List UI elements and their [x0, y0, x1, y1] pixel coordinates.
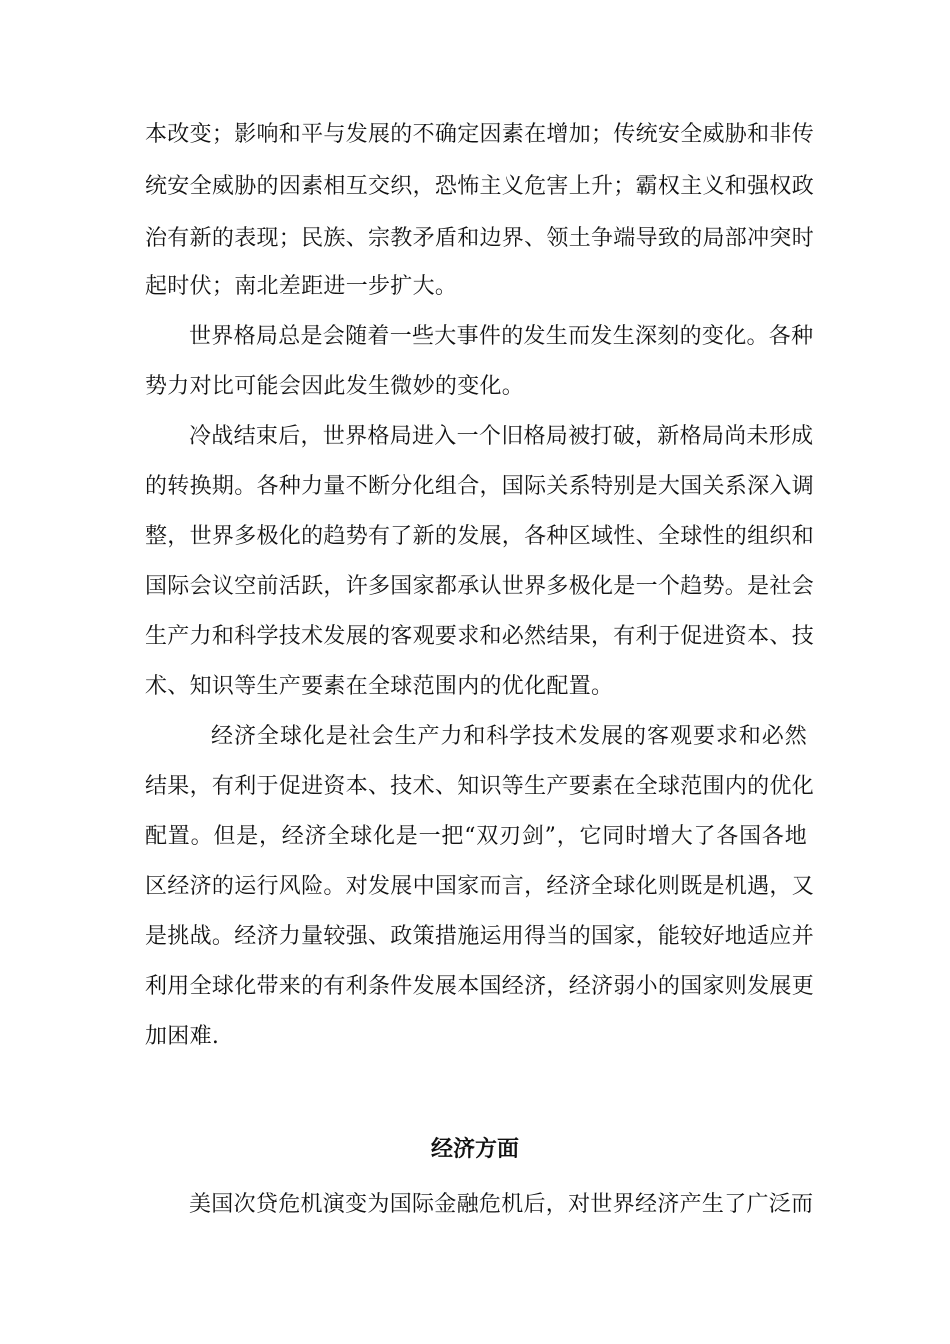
paragraph-1-line: 治有新的表现；民族、宗教矛盾和边界、领土争端导致的局部冲突时: [145, 226, 815, 251]
paragraph-4-line: 区经济的运行风险。对发展中国家而言，经济全球化则既是机遇，又: [145, 874, 815, 899]
paragraph-2-line: 势力对比可能会因此发生微妙的变化。: [145, 374, 525, 399]
paragraph-4-line: 是挑战。经济力量较强、政策措施运用得当的国家，能较好地适应并: [145, 924, 815, 949]
paragraph-3-line: 国际会议空前活跃，许多国家都承认世界多极化是一个趋势。是社会: [145, 574, 815, 599]
paragraph-4-line: 经济全球化是社会生产力和科学技术发展的客观要求和必然: [211, 724, 807, 749]
paragraph-4-line: 配置。但是，经济全球化是一把“双刃剑”，它同时增大了各国各地: [145, 824, 807, 849]
paragraph-3-line: 术、知识等生产要素在全球范围内的优化配置。: [145, 674, 614, 699]
paragraph-4-line: 加困难.: [145, 1024, 220, 1049]
paragraph-5-line: 美国次贷危机演变为国际金融危机后，对世界经济产生了广泛而: [189, 1192, 814, 1217]
section-heading: 经济方面: [430, 1137, 519, 1162]
paragraph-3-line: 整，世界多极化的趋势有了新的发展，各种区域性、全球性的组织和: [145, 524, 815, 549]
paragraph-1-line: 起时伏；南北差距进一步扩大。: [145, 274, 458, 299]
paragraph-4-line: 利用全球化带来的有利条件发展本国经济，经济弱小的国家则发展更: [145, 974, 815, 999]
paragraph-1-line: 统安全威胁的因素相互交织，恐怖主义危害上升；霸权主义和强权政: [145, 174, 815, 199]
paragraph-3-line: 生产力和科学技术发展的客观要求和必然结果，有利于促进资本、技: [145, 624, 815, 649]
paragraph-3-line: 的转换期。各种力量不断分化组合，国际关系特别是大国关系深入调: [145, 474, 815, 499]
paragraph-1-line: 本改变；影响和平与发展的不确定因素在增加；传统安全威胁和非传: [145, 122, 815, 147]
paragraph-4-line: 结果，有利于促进资本、技术、知识等生产要素在全球范围内的优化: [145, 774, 815, 799]
paragraph-2-line: 世界格局总是会随着一些大事件的发生而发生深刻的变化。各种: [189, 324, 814, 349]
paragraph-3-line: 冷战结束后，世界格局进入一个旧格局被打破，新格局尚未形成: [189, 424, 814, 449]
